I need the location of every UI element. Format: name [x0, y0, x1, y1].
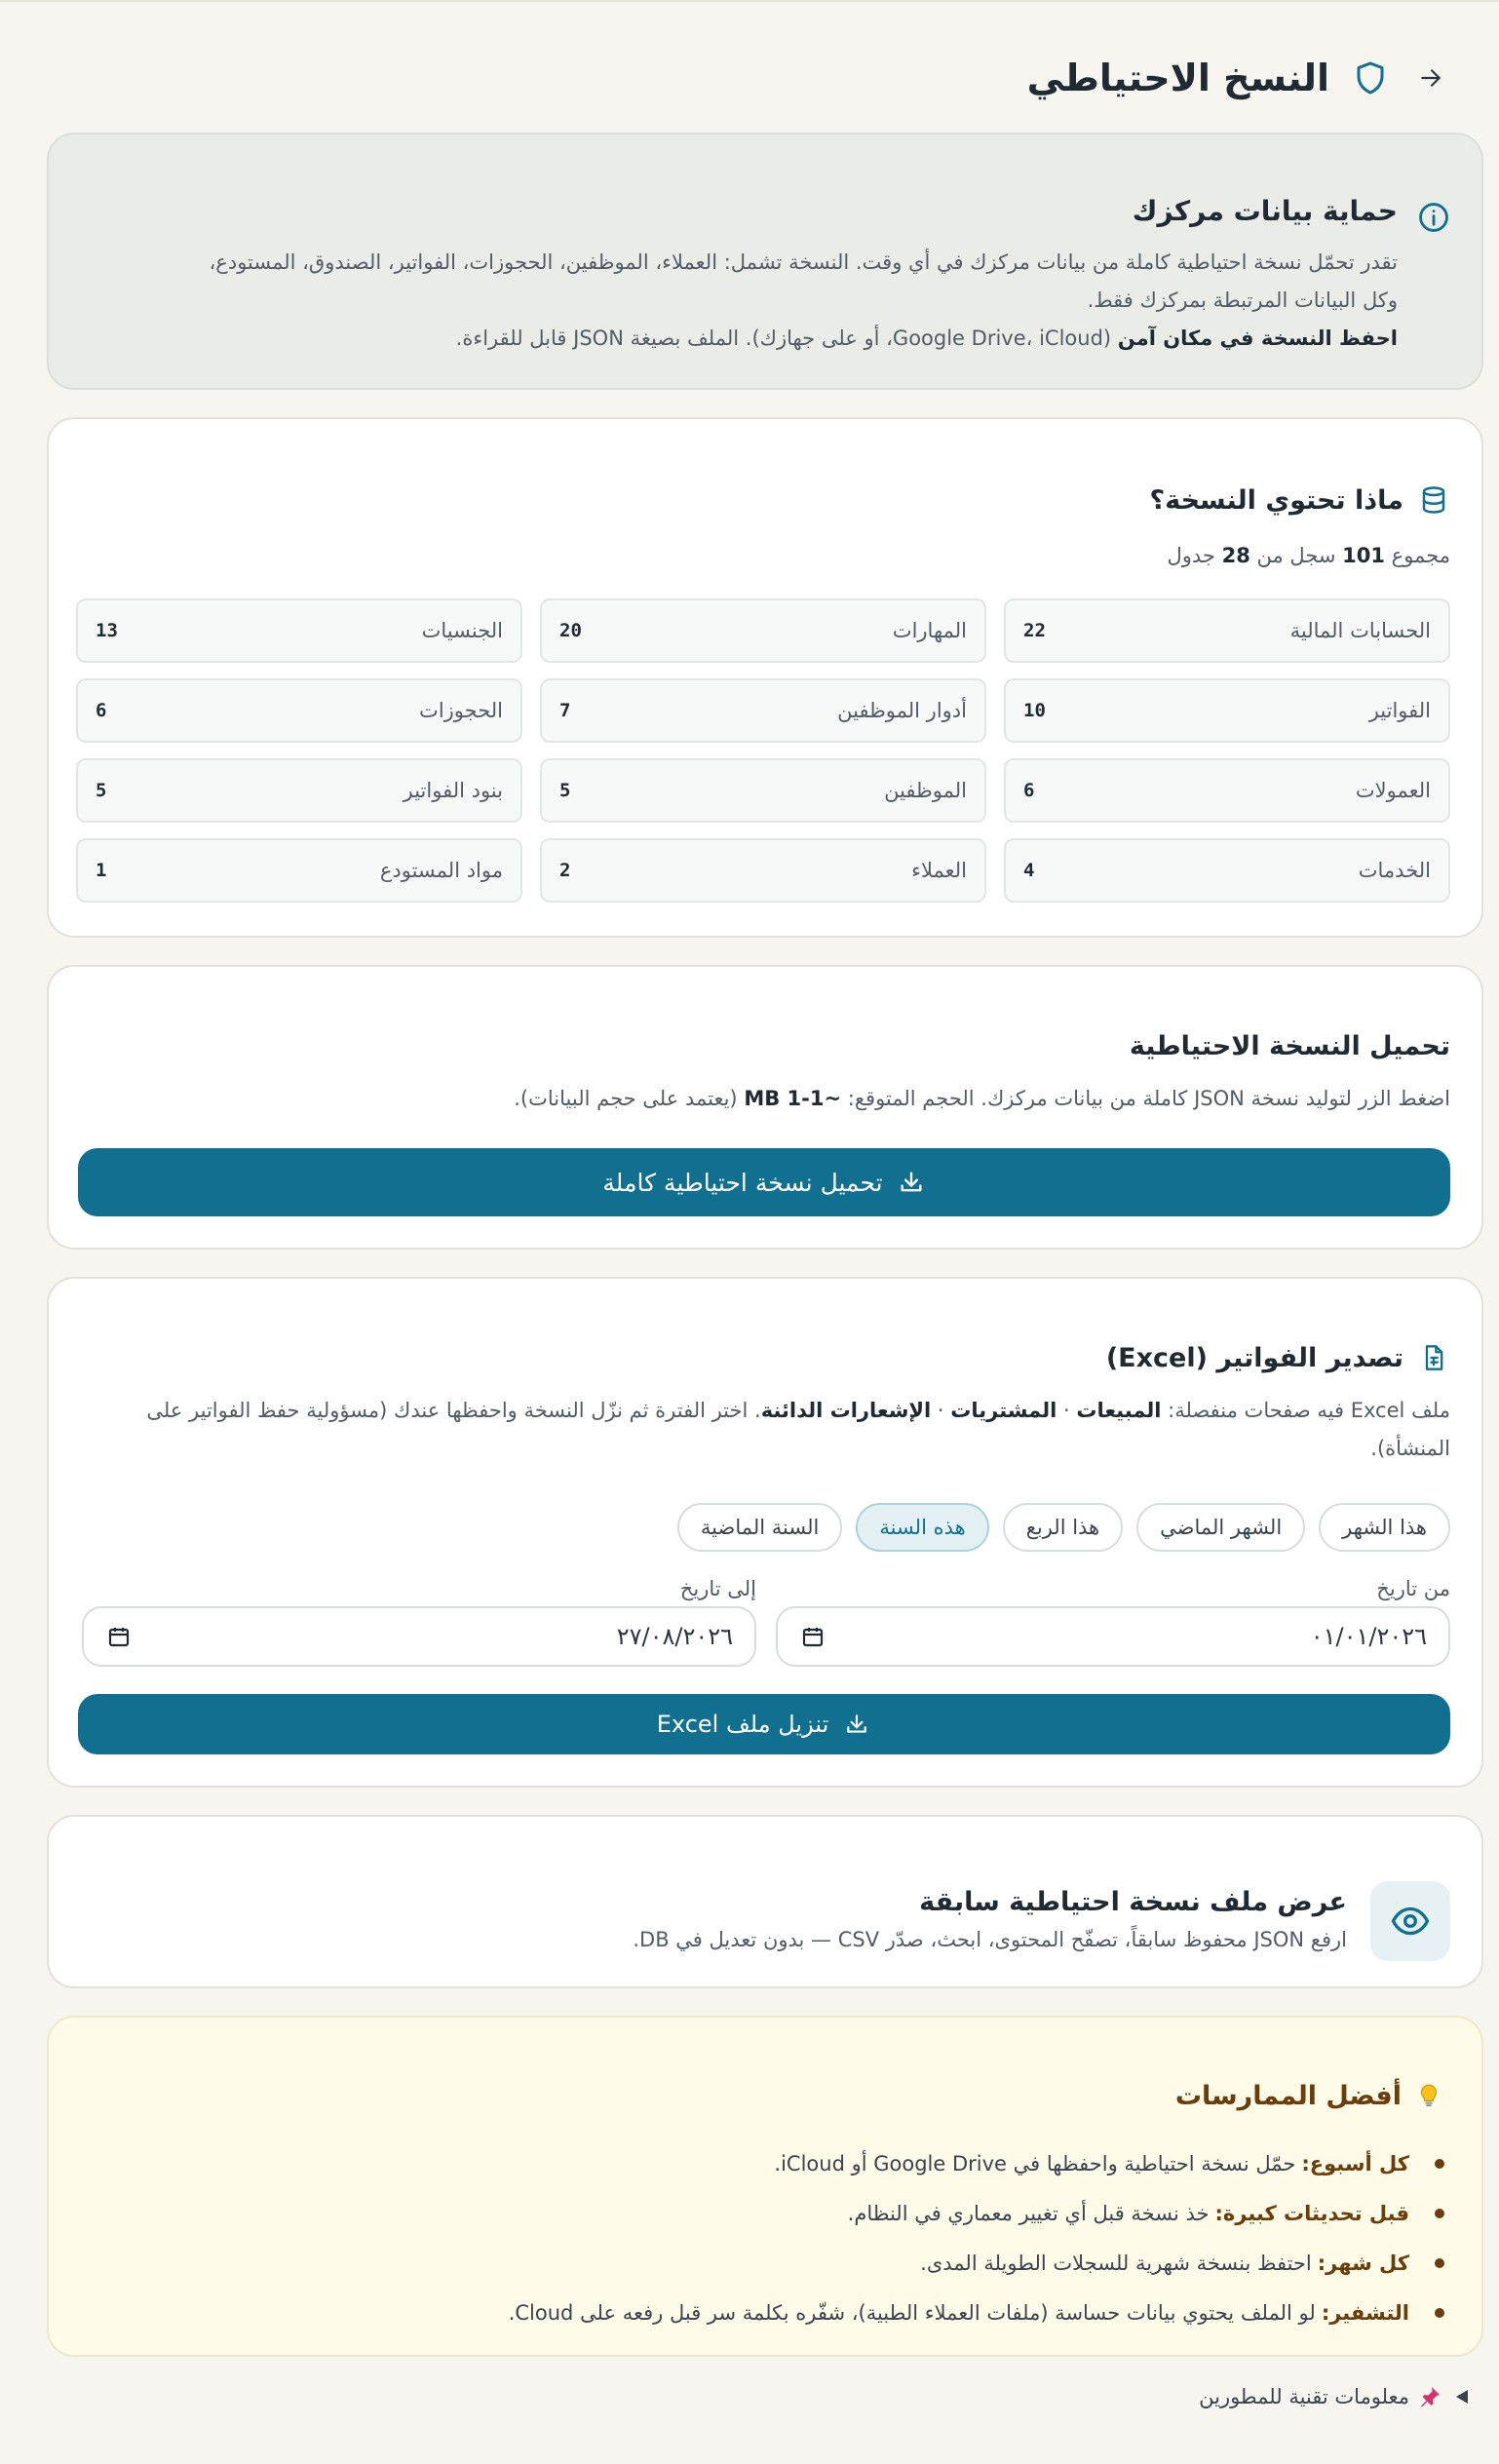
- download-backup-card: [47, 965, 1483, 1250]
- table-cell-label: العمولات: [1355, 779, 1431, 802]
- list-item: [88, 2138, 1444, 2188]
- list-item-text: لو الملف يحتوي بيانات حساسة (ملفات العملاء الطبية)، شفّره بكلمة سر قبل رفعه على Cloud.: [508, 2300, 1316, 2325]
- table-cell: [540, 598, 986, 663]
- bullet-icon: [1435, 2258, 1444, 2268]
- viewer-desc: ارفع JSON محفوظ سابقاً، تصفّح المحتوى، ابحث، صدّر CSV — بدون تعديل في DB.: [633, 1928, 1347, 1951]
- table-cell-label: الحسابات المالية: [1289, 619, 1431, 642]
- table-cell-count: 6: [1023, 780, 1035, 801]
- download-icon: [897, 1168, 926, 1197]
- sheet-sales: المبيعات: [1076, 1399, 1162, 1422]
- chip-this-month[interactable]: هذا الشهر: [1319, 1503, 1450, 1552]
- table-cell-label: بنود الفواتير: [403, 779, 503, 802]
- table-cell: [1004, 678, 1450, 743]
- table-cell-label: أدوار الموظفين: [837, 699, 967, 722]
- download-desc-suffix: (يعتمد على حجم البيانات).: [514, 1087, 745, 1110]
- table-cell-count: 10: [1023, 700, 1046, 721]
- tables-grid: [76, 598, 1450, 903]
- table-cell-count: 5: [96, 780, 107, 801]
- info-line-1: تقدر تحمّل نسخة احتياطية كاملة من بيانات مركزك في أي وقت. النسخة تشمل: العملاء، الموظفين، الحجوزات، الفواتير، الصندوق، المستودع،: [209, 250, 1398, 274]
- table-cell-count: 1: [96, 860, 107, 881]
- table-cell: [76, 838, 522, 903]
- disclosure-triangle-icon: [1456, 2390, 1468, 2404]
- sheet-credit-notes: الإشعارات الدائنة: [760, 1399, 932, 1422]
- from-date-value: ٠١/٠١/٢٠٢٦: [1310, 1623, 1427, 1650]
- database-icon: [1417, 483, 1450, 517]
- download-full-backup-button[interactable]: [78, 1148, 1450, 1216]
- chip-this-quarter[interactable]: هذا الربع: [1003, 1503, 1123, 1552]
- table-cell-label: العملاء: [911, 859, 967, 882]
- eye-icon[interactable]: [1370, 1881, 1450, 1961]
- table-cell: [540, 758, 986, 823]
- developer-info-toggle[interactable]: [1199, 2384, 1468, 2409]
- table-cell-label: المهارات: [892, 619, 967, 642]
- developer-info-label: معلومات تقنية للمطورين: [1199, 2385, 1409, 2408]
- excel-button-label: تنزيل ملف Excel: [656, 1711, 829, 1738]
- download-button-label: تحميل نسخة احتياطية كاملة: [602, 1168, 883, 1197]
- sheet-separator: ·: [1057, 1399, 1077, 1422]
- best-practices-card: [47, 2016, 1483, 2357]
- sheet-separator: ·: [931, 1399, 951, 1422]
- info-text: [105, 244, 1398, 358]
- info-line-3-rest: (Google Drive، iCloud، أو على جهازك). الملف بصيغة JSON قابل للقراءة.: [455, 327, 1118, 350]
- calendar-icon[interactable]: [105, 1623, 133, 1650]
- table-cell: [540, 678, 986, 743]
- page-title: النسخ الاحتياطي: [1026, 57, 1329, 99]
- backup-viewer-card[interactable]: [47, 1815, 1483, 1988]
- list-item-bold: كل شهر:: [1317, 2251, 1409, 2275]
- shield-icon: [1349, 57, 1392, 99]
- list-item-text: حمّل نسخة احتياطية واحفظها في Google Drive أو iCloud.: [774, 2151, 1296, 2175]
- best-practices-title: أفضل الممارسات: [1174, 2080, 1402, 2111]
- to-date-value: ٢٧/٠٨/٢٠٢٦: [616, 1623, 733, 1650]
- pushpin-icon: [1417, 2384, 1442, 2409]
- summary-mid: سجل من: [1249, 544, 1343, 567]
- spreadsheet-icon: [1417, 1341, 1450, 1374]
- to-date-input[interactable]: [82, 1606, 756, 1667]
- period-chips: [677, 1503, 1450, 1552]
- info-line-3-bold: احفظ النسخة في مكان آمن: [1117, 327, 1398, 350]
- list-item: [88, 2288, 1444, 2337]
- table-cell-count: 7: [559, 700, 571, 721]
- calendar-icon[interactable]: [799, 1623, 826, 1650]
- table-cell: [76, 678, 522, 743]
- summary-suffix: جدول: [1167, 544, 1222, 567]
- best-practices-list: [88, 2138, 1444, 2337]
- contents-summary: [1168, 544, 1451, 567]
- table-cell-count: 20: [559, 620, 582, 641]
- table-cell: [76, 598, 522, 663]
- table-cell-count: 4: [1023, 860, 1035, 881]
- table-cell-count: 13: [96, 620, 118, 641]
- download-excel-button[interactable]: [78, 1694, 1450, 1754]
- table-cell: [540, 838, 986, 903]
- download-icon: [842, 1710, 871, 1739]
- download-size: ~1-1 MB: [744, 1087, 842, 1110]
- from-date-input[interactable]: [776, 1606, 1450, 1667]
- table-cell: [1004, 838, 1450, 903]
- bullet-icon: [1435, 2209, 1444, 2218]
- list-item: [88, 2238, 1444, 2288]
- table-cell: [1004, 598, 1450, 663]
- table-cell-label: الفواتير: [1368, 699, 1431, 722]
- summary-records: 101: [1342, 544, 1385, 567]
- table-cell: [1004, 758, 1450, 823]
- page-header: [53, 47, 1446, 109]
- summary-prefix: مجموع: [1385, 544, 1450, 567]
- table-cell-label: مواد المستودع: [379, 859, 503, 882]
- download-title: تحميل النسخة الاحتياطية: [1129, 1031, 1450, 1061]
- table-cell-count: 5: [559, 780, 571, 801]
- chip-this-year[interactable]: هذه السنة: [856, 1503, 988, 1552]
- table-cell-label: الخدمات: [1358, 859, 1431, 882]
- bullet-icon: [1435, 2159, 1444, 2169]
- excel-desc-suffix: . اختر الفترة ثم نزّل النسخة واحفظها عندك (مسؤولية حفظ الفواتير على المنشأة).: [146, 1399, 1450, 1460]
- to-date-label: إلى تاريخ: [679, 1577, 756, 1600]
- backup-contents-card: [47, 417, 1483, 938]
- info-line-2: وكل البيانات المرتبطة بمركزك فقط.: [1087, 289, 1398, 312]
- info-line-3: [105, 320, 1398, 358]
- info-title: حماية بيانات مركزك: [1132, 195, 1398, 227]
- table-cell-label: الجنسيات: [421, 619, 503, 642]
- table-cell-label: الحجوزات: [419, 699, 503, 722]
- info-icon: [1417, 201, 1450, 234]
- back-arrow-icon[interactable]: [1415, 62, 1446, 94]
- summary-tables: 28: [1221, 544, 1250, 567]
- contents-title: ماذا تحتوي النسخة؟: [1149, 484, 1403, 516]
- sheet-purchases: المشتريات: [950, 1399, 1057, 1422]
- list-item-text: احتفظ بنسخة شهرية للسجلات الطويلة المدى.: [920, 2251, 1312, 2275]
- download-desc-prefix: اضغط الزر لتوليد نسخة JSON كاملة من بيانات مركزك. الحجم المتوقع:: [841, 1087, 1450, 1110]
- list-item-bold: كل أسبوع:: [1301, 2151, 1409, 2175]
- chip-last-year[interactable]: السنة الماضية: [677, 1503, 842, 1552]
- excel-desc: [80, 1392, 1450, 1468]
- list-item: [88, 2188, 1444, 2238]
- table-cell-count: 22: [1023, 620, 1046, 641]
- table-cell-count: 6: [96, 700, 107, 721]
- viewer-title: عرض ملف نسخة احتياطية سابقة: [919, 1887, 1347, 1917]
- top-border: [0, 0, 1499, 2]
- list-item-bold: قبل تحديثات كبيرة:: [1214, 2201, 1409, 2225]
- excel-export-card: [47, 1277, 1483, 1788]
- excel-title: تصدير الفواتير (Excel): [1105, 1342, 1403, 1373]
- info-card: [47, 133, 1483, 390]
- table-cell: [76, 758, 522, 823]
- table-cell-count: 2: [559, 860, 571, 881]
- excel-desc-prefix: ملف Excel فيه صفحات منفصلة:: [1161, 1399, 1450, 1422]
- chip-last-month[interactable]: الشهر الماضي: [1136, 1503, 1305, 1552]
- list-item-text: خذ نسخة قبل أي تغيير معماري في النظام.: [847, 2201, 1210, 2225]
- list-item-bold: التشفير:: [1321, 2300, 1409, 2325]
- from-date-label: من تاريخ: [1376, 1577, 1450, 1600]
- table-cell-label: الموظفين: [884, 779, 967, 802]
- bullet-icon: [1435, 2308, 1444, 2318]
- download-desc: [80, 1080, 1450, 1118]
- lightbulb-icon: [1413, 2080, 1444, 2111]
